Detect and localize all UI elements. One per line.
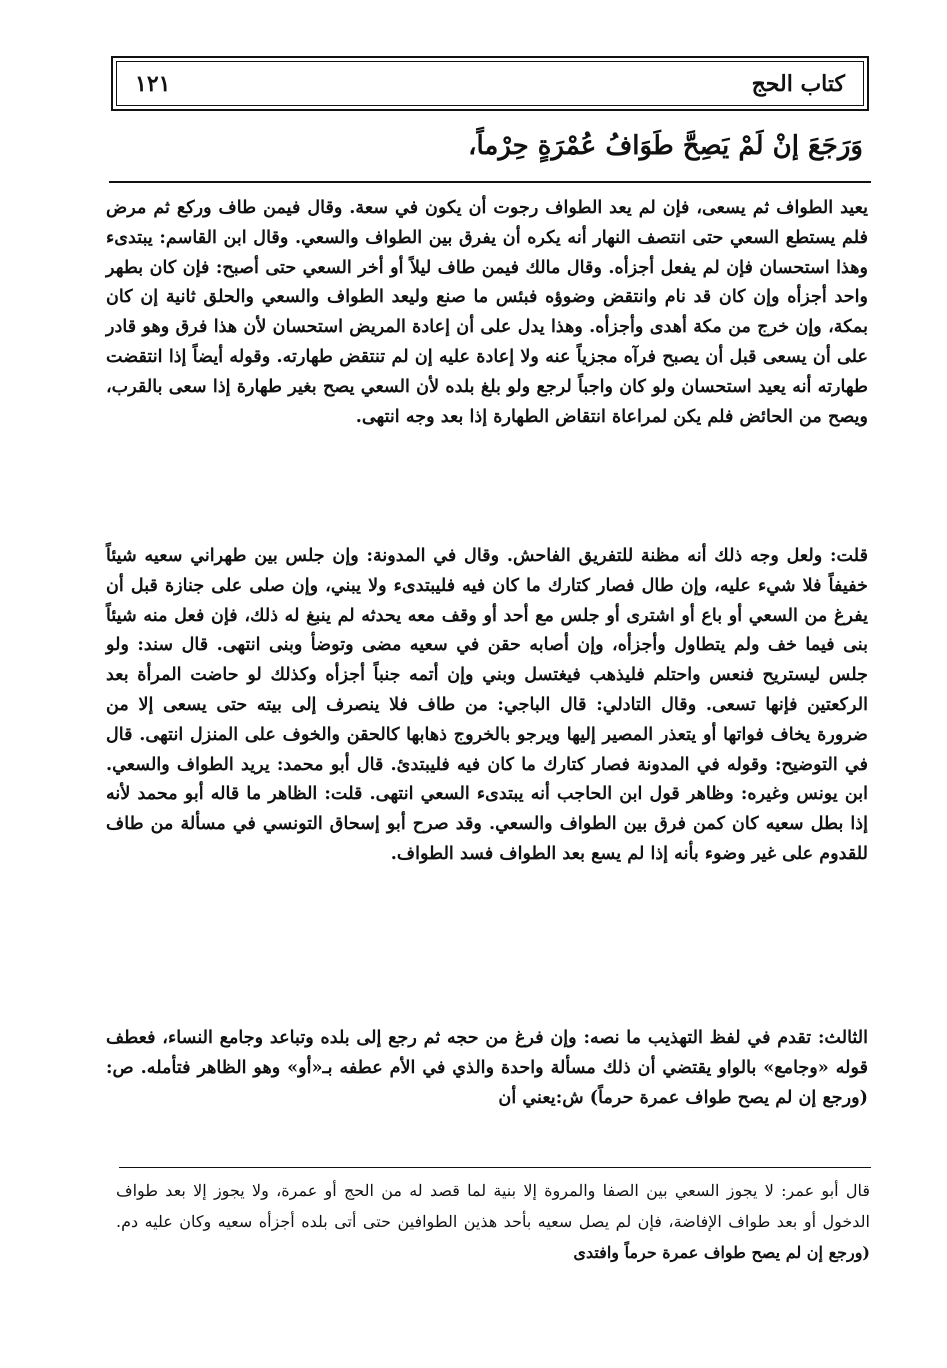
running-header xyxy=(111,56,869,111)
running-header-inner xyxy=(116,61,864,106)
matn-text: وَرَجَعَ إنْ لَمْ يَصِحَّ طَوَافُ عُمْرَةٍ حِرْماً، xyxy=(468,131,863,161)
paragraph-text: الثالث: تقدم في لفظ التهذيب ما نصه: وإن فرغ من حجه ثم رجع إلى بلده وتباعد وجامع النساء، فعطف قوله «وجامع» بالواو يقتضي أن ذلك مسألة واحدة والذي في الأم عطفه بـ«أو» وهو الظاهر فتأمله. ص: (ورجع إن لم يصح طواف عمرة حرماً) ش:يعني أن xyxy=(106,1027,868,1108)
footnote-text: قال أبو عمر: لا يجوز السعي بين الصفا والمروة إلا بنية لما قصد له من الحج أو عمرة، ولا يجوز إلا بعد طواف الدخول أو بعد طواف الإفاضة، فإن لم يصل سعيه بأحد هذين الطوافين حتى أتى بلده أجزأه سعيه وكان عليه دم. xyxy=(116,1181,871,1231)
matn-divider xyxy=(109,181,871,183)
commentary-paragraph-1 xyxy=(106,193,868,431)
page-number: ١٢١ xyxy=(135,70,171,97)
book-title: كتاب الحج xyxy=(751,70,845,97)
footnote xyxy=(116,1175,870,1268)
commentary-paragraph-2 xyxy=(106,541,868,869)
paragraph-text: قلت: ولعل وجه ذلك أنه مظنة للتفريق الفاحش. وقال في المدونة: وإن جلس بين طهراني سعيه شيئاً خفيفاً فلا شيء عليه، وإن طال فصار كتارك ما كان فيه فليبتدىء ولا يبني، وإن صلى على جنازة قبل أن يفرغ من السعي أو باع أو اشترى أو جلس مع أحد أو وقف معه يحدثه لم ينبغ له ذلك، فإن فعل منه شيئاً بنى فيما خف ولم يتطاول وأجزأه، وإن أصابه حقن في سعيه مضى وتوضأ وبنى انتهى. قال سند: ولو جلس ليستريح فنعس واحتلم فليذهب فيغتسل وبني وإن أتمه جنباً أجزأه وكذلك لو حاضت المرأة بعد الركعتين فإنها تسعى. وقال التادلي: قال الباجي: من طاف فلا ينصرف إلى بيته حتى يسعى إلا من ضرورة يخاف فواتها أو يتعذر المصير إليها ويرجو بالخروج ذهابها كالحقن والخوف على المنزل انتهى. قال في التوضيح: وقوله في المدونة فصار كتارك ما كان فيه فليبتدئ. قال أبو محمد: يريد الطواف والسعي. ابن يونس وغيره: وظاهر قول ابن الحاجب أنه يبتدىء السعي انتهى. قلت: الظاهر ما قاله أبو محمد لأنه إذا بطل سعيه كان كمن فرق بين الطواف والسعي. وقد صرح أبو إسحاق التونسي في مسألة من طاف للقدوم على غير وضوء بأنه إذا لم يسع بعد الطواف فسد الطواف. xyxy=(106,545,868,864)
commentary-paragraph-3 xyxy=(106,1023,868,1112)
paragraph-text: يعيد الطواف ثم يسعى، فإن لم يعد الطواف رجوت أن يكون في سعة. وقال فيمن طاف وركع ثم مرض فلم يستطع السعي حتى انتصف النهار أنه يكره أن يفرق بين الطواف والسعي. وقال ابن القاسم: يبتدىء وهذا استحسان فإن لم يفعل أجزأه. وقال مالك فيمن طاف ليلاً أو أخر السعي حتى أصبح: فإن كان بطهر واحد أجزأه وإن كان قد نام وانتقض وضوؤه فبئس ما صنع وليعد الطواف والسعي والحلق ثانية إن كان بمكة، وإن خرج من مكة أهدى وأجزأه. وهذا يدل على أن إعادة المريض استحسان لأن هذا فرق وهو قادر على أن يسعى قبل أن يصبح فرآه مجزياً عنه ولا إعادة عليه إن لم تنتقض طهارته. وقوله أيضاً إذا انتقضت طهارته أنه يعيد استحسان ولو كان واجباً لرجع ولو بلغ بلده لأن السعي يصح بغير طهارة إذا سعى بالقرب، ويصح من الحائض فلم يكن لمراعاة انتقاض الطهارة إذا بعد وجه انتهى. xyxy=(106,197,868,427)
footnote-bold-text: (ورجع إن لم يصح طواف عمرة حرماً وافتدى xyxy=(573,1243,870,1262)
footnote-divider xyxy=(119,1167,871,1168)
